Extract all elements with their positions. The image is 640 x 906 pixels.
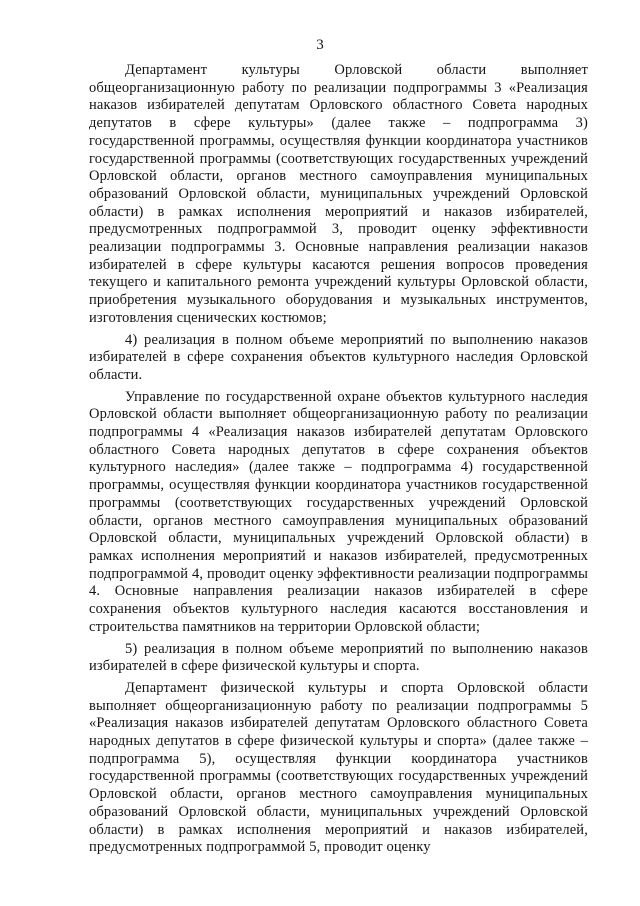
paragraph-culture-department: Департамент культуры Орловской области выполняет общеорганизационную работу по реализации подпрограммы 3 «Реализация наказов избирателей депутатам Орловского областного Совета народных депутатов в сфере культуры» (далее также – подпрограмма 3) государственной программы, осуществляя функции координатора участников государственной программы (соответствующих государственных учреждений Орловской области, органов местного самоуправления муниципальных образований Орловской области, муниципальных учреждений Орловской области) в рамках исполнения мероприятий и наказов избирателей, предусмотренных подпрограммой 3, проводит оценку эффективности реализации подпрограммы 3. Основные направления реализации наказов избирателей в сфере культуры касаются решения вопросов проведения текущего и капитального ремонта учреждений культуры Орловской области, приобретения музыкального оборудования и музыкальных инструментов, изготовления сценических костюмов; bbox=[89, 62, 588, 326]
paragraph-item-5: 5) реализация в полном объеме мероприятий по выполнению наказов избирателей в сфере физической культуры и спорта. bbox=[89, 640, 588, 675]
paragraph-heritage-department: Управление по государственной охране объектов культурного наследия Орловской области выполняет общеорганизационную работу по реализации подпрограммы 4 «Реализация наказов избирателей депутатам Орловского областного Совета народных депутатов в сфере сохранения объектов культурного наследия» (далее также – подпрограмма 4) государственной программы, осуществляя функции координатора участников государственной программы (соответствующих государственных учреждений Орловской области, органов местного самоуправления муниципальных образований Орловской области, муниципальных учреждений Орловской области) в рамках исполнения мероприятий и наказов избирателей, предусмотренных подпрограммой 4, проводит оценку эффективности реализации подпрограммы 4. Основные направления реализации наказов избирателей в сфере сохранения объектов культурного наследия касаются восстановления и строительства памятников на территории Орловской области; bbox=[89, 388, 588, 635]
paragraph-item-4: 4) реализация в полном объеме мероприятий по выполнению наказов избирателей в сфере сохранения объектов культурного наследия Орловской области. bbox=[89, 331, 588, 383]
paragraph-sport-department: Департамент физической культуры и спорта Орловской области выполняет общеорганизационную работу по реализации подпрограммы 5 «Реализация наказов избирателей депутатам Орловского областного Совета народных депутатов в сфере физической культуры и спорта» (далее также – подпрограмма 5), осуществляя функции координатора участников государственной программы (соответствующих государственных учреждений Орловской области, органов местного самоуправления муниципальных образований Орловской области, муниципальных учреждений Орловской области) в рамках исполнения мероприятий и наказов избирателей, предусмотренных подпрограммой 5, проводит оценку bbox=[89, 679, 588, 856]
page-number: 3 bbox=[316, 37, 324, 53]
document-body bbox=[89, 62, 588, 861]
